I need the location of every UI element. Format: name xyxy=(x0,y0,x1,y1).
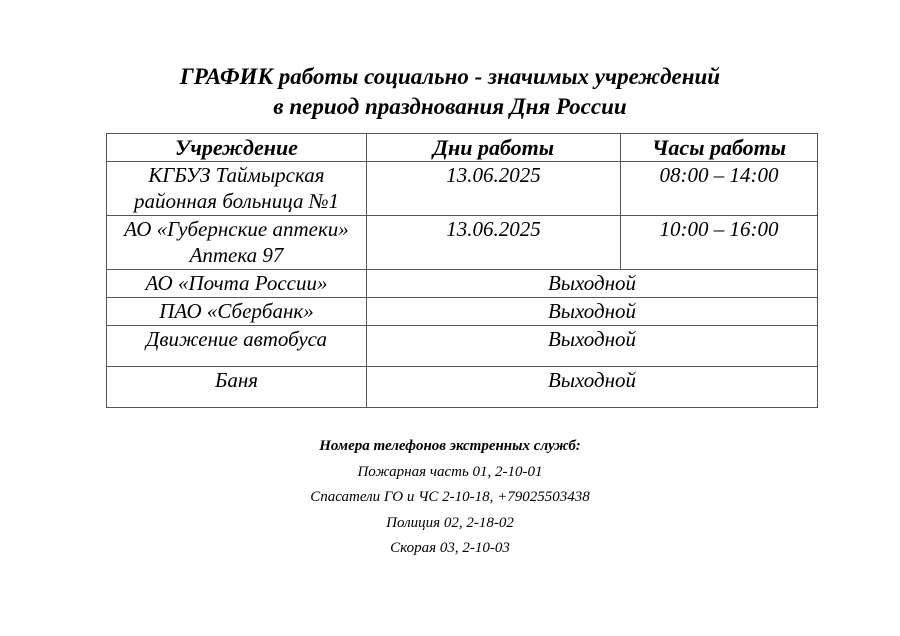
table-header-row xyxy=(107,134,818,162)
table-row xyxy=(107,326,818,367)
cell-status: Выходной xyxy=(367,270,818,298)
table-row xyxy=(107,298,818,326)
header-institution: Учреждение xyxy=(107,134,367,162)
cell-status: Выходной xyxy=(367,367,818,408)
cell-institution: Движение автобуса xyxy=(107,326,367,367)
page-title xyxy=(0,62,900,122)
table-row xyxy=(107,162,818,216)
cell-institution: АО «Почта России» xyxy=(107,270,367,298)
table-row xyxy=(107,270,818,298)
emergency-line-rescue: Спасатели ГО и ЧС 2-10-18, +79025503438 xyxy=(310,489,590,505)
emergency-title: Номера телефонов экстренных служб: xyxy=(319,438,581,454)
cell-days: 13.06.2025 xyxy=(367,162,621,216)
schedule-table xyxy=(106,133,818,408)
cell-institution: КГБУЗ Таймырская районная больница №1 xyxy=(107,162,367,216)
title-line-2: в период празднования Дня России xyxy=(273,94,627,119)
cell-hours: 10:00 – 16:00 xyxy=(621,216,818,270)
table-row xyxy=(107,367,818,408)
header-days: Дни работы xyxy=(367,134,621,162)
cell-days: 13.06.2025 xyxy=(367,216,621,270)
emergency-line-police: Полиция 02, 2-18-02 xyxy=(386,514,514,531)
cell-institution: ПАО «Сбербанк» xyxy=(107,298,367,326)
emergency-contacts xyxy=(0,434,900,562)
emergency-line-fire: Пожарная часть 01, 2-10-01 xyxy=(357,463,543,480)
cell-status: Выходной xyxy=(367,298,818,326)
title-line-1: ГРАФИК работы социально - значимых учреждений xyxy=(179,64,721,89)
cell-institution: АО «Губернские аптеки» Аптека 97 xyxy=(107,216,367,270)
cell-institution: Баня xyxy=(107,367,367,408)
header-hours: Часы работы xyxy=(621,134,818,162)
emergency-line-ambulance: Скорая 03, 2-10-03 xyxy=(390,540,510,556)
table-row xyxy=(107,216,818,270)
cell-hours: 08:00 – 14:00 xyxy=(621,162,818,216)
cell-status: Выходной xyxy=(367,326,818,367)
